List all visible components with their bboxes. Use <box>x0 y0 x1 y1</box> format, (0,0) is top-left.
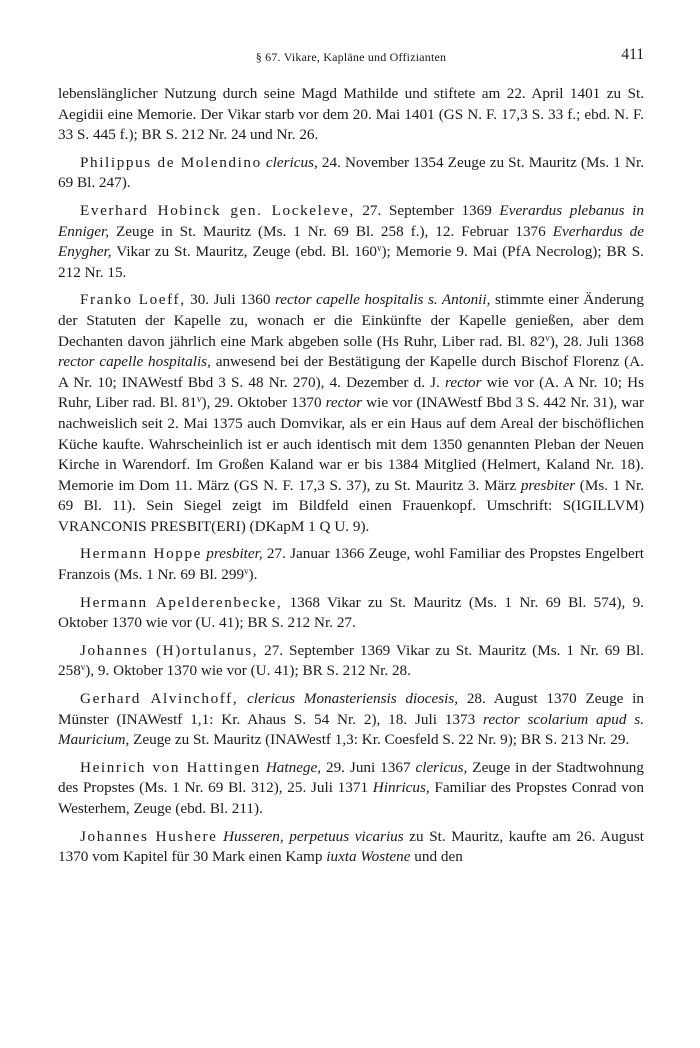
running-header <box>58 46 644 68</box>
text-run: wie vor (A. A Nr. 10; Hs Ruhr, Liber rad. Bl. 81 <box>58 373 644 412</box>
text-run: ), 9. Oktober 1370 wie vor (U. 41); BR S. 212 Nr. 28. <box>85 662 411 680</box>
person-name: Hermann Hoppe <box>80 545 203 563</box>
person-name: Heinrich von Hattingen <box>80 758 261 776</box>
person-name: Philippus de Molendino <box>80 153 262 171</box>
body-text <box>58 84 644 875</box>
text-run: stimmte einer Änderung der Statuten der Kapelle zu, wonach er die Einkünfte der Kapelle genießen, aber dem Dechanten davon jährlich eine Mark abgeben solle (Hs Ruhr, Liber rad. Bl. 82 <box>58 291 644 350</box>
entry-paragraph <box>58 544 644 585</box>
text-run: (Ms. 1 Nr. 69 Bl. 11). Sein Siegel zeigt im Bildfeld einen Frauenkopf. Umschrift: S(IGILLVM) VRANCONIS PRESBIT(ERI) (DKapM 1 Q U. 9). <box>58 476 644 535</box>
latin-quote: iuxta Wostene <box>326 848 411 866</box>
text-run: und den <box>410 848 463 866</box>
person-name: Johannes Hushere <box>80 827 218 845</box>
text-run: Vikar zu St. Mauritz, Zeuge (ebd. Bl. 160 <box>111 243 377 261</box>
folio-superscript: v <box>80 662 86 673</box>
folio-superscript: v <box>244 566 249 577</box>
text-run: 1368 Vikar zu St. Mauritz (Ms. 1 Nr. 69 Bl. 574), 9. Oktober 1370 wie vor (U. 41); BR S. 212 Nr. 27. <box>58 593 644 632</box>
entry-paragraph <box>58 827 644 868</box>
text-run: ), 29. Oktober 1370 <box>201 394 326 412</box>
entry-paragraph <box>58 153 644 194</box>
latin-quote: rector <box>325 394 363 412</box>
person-name: Gerhard Alvinchoff, <box>80 690 239 708</box>
latin-quote: Everhardus de Enygher, <box>58 222 644 261</box>
text-run: lebenslänglicher Nutzung durch seine Magd Mathilde und stiftete am 22. April 1401 zu St. Aegidii eine Memorie. Der Vikar starb vor dem 20. Mai 1401 (GS N. F. 17,3 S. 33 f.; ebd. N. F. 33 S. 445 f.); BR S. 212 Nr. 24 und Nr. 26. <box>58 85 644 144</box>
running-title: § 67. Vikare, Kapläne und Offizianten <box>255 50 447 64</box>
text-run: wie vor (INAWestf Bbd 3 S. 442 Nr. 31), war nachweislich seit 2. Mai 1375 auch Domvikar, als er ein Haus auf dem Areal der bischöflichen Küche kaufte. Wahrscheinlich ist er auch identisch mit dem 1350 genannten Pleban der Neuen Kirche in Warendorf. Im Großen Kaland war er bis 1384 Mitglied (Helmert, Kaland Nr. 18). Memorie im Dom 11. März (GS N. F. 17,3 S. 37), zu St. Mauritz 3. März <box>58 394 645 494</box>
folio-superscript: v <box>376 243 382 254</box>
text-run: ), 28. Juli 1368 <box>549 332 644 350</box>
latin-quote: Hinricus, <box>372 779 430 797</box>
entry-paragraph <box>58 758 644 820</box>
text-run: ); Memorie 9. Mai (PfA Necrolog); BR S. 212 Nr. 15. <box>58 243 644 281</box>
text-run: 29. Juni 1367 <box>321 758 416 776</box>
text-run <box>238 690 247 707</box>
text-run: zu St. Mauritz, kaufte am 26. August 1370 vom Kapitel für 30 Mark einen Kamp <box>58 827 645 866</box>
latin-quote: clericus Monasteriensis diocesis, <box>246 690 459 708</box>
page-number: 411 <box>621 46 644 63</box>
latin-quote: presbiter, <box>206 545 263 563</box>
text-run: Familiar des Propstes Conrad von Westerhem, Zeuge (ebd. Bl. 211). <box>58 779 644 817</box>
latin-quote: clericus, <box>415 758 468 776</box>
text-run: 27. September 1369 <box>354 201 500 219</box>
entry-paragraph <box>58 201 644 283</box>
person-name: Everhard Hobinck gen. Lockeleve, <box>80 201 355 219</box>
latin-quote: Hatnege, <box>265 758 322 776</box>
latin-quote: clericus, <box>265 153 318 171</box>
entry-paragraph <box>58 689 644 751</box>
text-run: 27. September 1369 Vikar zu St. Mauritz (Ms. 1 Nr. 69 Bl. 258 <box>58 641 644 680</box>
latin-quote: rector scolarium apud s. Mauricium, <box>58 710 644 749</box>
entry-paragraph <box>58 593 644 634</box>
text-run: Zeuge in der Stadtwohnung des Propstes (Ms. 1 Nr. 69 Bl. 312), 25. Juli 1371 <box>58 758 644 797</box>
latin-quote: Everardus plebanus in Enniger, <box>58 201 644 240</box>
folio-superscript: v <box>197 394 202 405</box>
person-name: Hermann Apelderenbecke, <box>80 593 283 611</box>
text-run: anwesend bei der Bestätigung der Kapelle durch Bischof Florenz (A. A Nr. 10; INAWestf Bbd 3 S. 48 Nr. 270), 4. Dezember d. J. <box>58 353 644 391</box>
continued-paragraph <box>58 84 644 146</box>
person-name: Franko Loeff, <box>80 291 186 309</box>
entry-paragraph <box>58 641 644 682</box>
text-run: Zeuge in St. Mauritz (Ms. 1 Nr. 69 Bl. 258 f.), 12. Februar 1376 <box>109 222 553 240</box>
latin-quote: rector <box>444 373 482 391</box>
text-run: 30. Juli 1360 <box>185 291 275 309</box>
folio-superscript: v <box>545 332 550 343</box>
text-run: ). <box>248 566 258 584</box>
entry-paragraph <box>58 290 644 537</box>
latin-quote: rector capelle hospitalis s. Antonii, <box>274 291 491 309</box>
latin-quote: rector capelle hospitalis, <box>58 353 211 371</box>
latin-quote: presbiter <box>520 476 576 494</box>
latin-quote: Husseren, perpetuus vicarius <box>223 827 404 845</box>
text-run: Zeuge zu St. Mauritz (INAWestf 1,3: Kr. Coesfeld S. 22 Nr. 9); BR S. 213 Nr. 29. <box>129 731 630 749</box>
person-name: Johannes (H)ortulanus, <box>80 641 259 659</box>
text-run: 28. August 1370 Zeuge in Münster (INAWestf 1,1: Kr. Ahaus S. 54 Nr. 2), 18. Juli 1373 <box>58 690 644 728</box>
text-run: 27. Januar 1366 Zeuge, wohl Familiar des Propstes Engelbert Franzois (Ms. 1 Nr. 69 Bl. 299 <box>58 545 645 584</box>
text-run: 24. November 1354 Zeuge zu St. Mauritz (Ms. 1 Nr. 69 Bl. 247). <box>58 153 644 192</box>
